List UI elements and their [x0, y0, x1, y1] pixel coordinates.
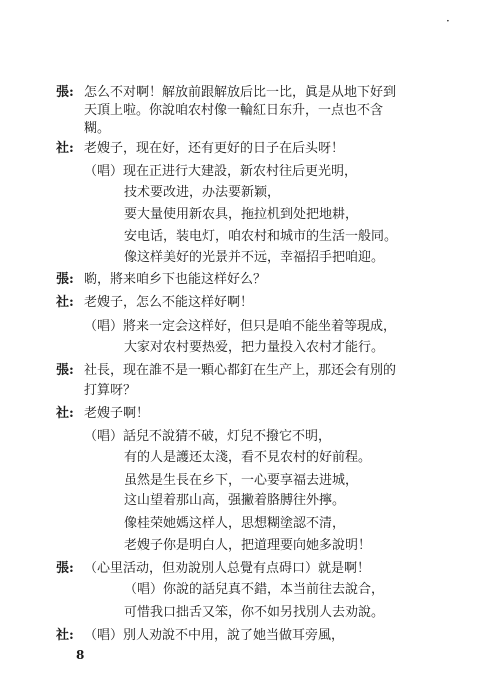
dialogue-line [0, 447, 480, 469]
line-text: 技术要改进，办法要新颖， [124, 185, 281, 200]
dialogue-line [0, 470, 480, 492]
line-text: 打算呀？ [84, 383, 137, 398]
dialogue-line [0, 513, 480, 535]
speaker-label: 張: [56, 561, 74, 576]
dialogue-line [0, 579, 480, 601]
dialogue-line [0, 337, 480, 359]
line-text: 虽然是生長在乡下，一心要享福去进城， [124, 473, 359, 488]
dialogue-line [0, 182, 480, 204]
speaker-label: 社: [56, 141, 74, 156]
line-text: （唱）现在正进行大建設，新农村往后更光明， [84, 164, 358, 179]
line-text: 喲，將来咱乡下也能这样好么？ [84, 272, 267, 287]
dialogue-line [0, 558, 480, 580]
line-text: （心里活动，但劝說別人总覺有点碍口）就是啊！ [84, 561, 371, 576]
line-text: 怎么不对啊！解放前跟解放后比一比，眞是从地下好到 [84, 85, 397, 100]
line-text: 安电话，装电灯，咱农村和城市的生活一般同。 [124, 229, 398, 244]
dialogue-line [0, 204, 480, 226]
line-text: 可惜我口拙舌又笨，你不如另找別人去劝說。 [124, 605, 385, 620]
dialogue-line [0, 426, 480, 448]
dialogue-line [0, 118, 480, 140]
speaker-label: 社: [56, 628, 74, 643]
line-text: 像这样美好的光景并不远，幸福招手把咱迎。 [124, 250, 385, 265]
dialogue-line [0, 226, 480, 248]
line-text: 老嫂子，现在好，还有更好的日子在后头呀！ [84, 141, 345, 156]
dialogue-line [0, 269, 480, 291]
dialogue-line [0, 316, 480, 338]
line-text: （唱）將来一定会这样好，但只是咱不能坐着等現成， [84, 319, 397, 334]
dialogue-line [0, 380, 480, 402]
corner-mark: · [446, 14, 450, 28]
dialogue-line [0, 625, 480, 647]
line-text: （唱）話兒不說猜不破，灯兒不撥它不明， [84, 429, 332, 444]
line-text: 要大量使用新农具，拖拉机到处把地耕， [124, 207, 359, 222]
line-text: 大家对农村要热爱，把力量投入农村才能行。 [124, 340, 385, 355]
line-text: 糊。 [84, 121, 111, 136]
line-text: 天頂上啦。你說咱农村像一輪紅日东升，一点也不含 [84, 103, 384, 118]
dialogue-line [0, 490, 480, 512]
dialogue-line [0, 247, 480, 269]
speaker-label: 張: [56, 363, 74, 378]
dialogue-line [0, 292, 480, 314]
dialogue-line [0, 360, 480, 382]
speaker-label: 張: [56, 85, 74, 100]
line-text: 像桂荣她媽这样人，思想糊塗認不清， [124, 516, 346, 531]
line-text: 这山望着那山高，强撇着胳膊往外擰。 [124, 493, 346, 508]
page-number: 8 [76, 648, 85, 662]
dialogue-line [0, 535, 480, 557]
speaker-label: 社: [56, 295, 74, 310]
dialogue-line [0, 602, 480, 624]
line-text: 老嫂子啊！ [84, 406, 150, 421]
dialogue-line [0, 138, 480, 160]
line-text: 老嫂子你是明白人，把道理要向她多說明！ [124, 538, 372, 553]
line-text: 有的人是護还太淺，看不見农村的好前程。 [124, 450, 372, 465]
line-text: 社長，现在誰不是一顆心都釘在生产上，那还会有別的 [84, 363, 397, 378]
speaker-label: 張: [56, 272, 74, 287]
speaker-label: 社: [56, 406, 74, 421]
line-text: 老嫂子，怎么不能这样好啊！ [84, 295, 254, 310]
line-text: （唱）你說的話兒真不錯，本当前往去說合， [124, 582, 385, 597]
dialogue-line [0, 161, 480, 183]
dialogue-line [0, 403, 480, 425]
line-text: （唱）別人劝說不中用，說了她当做耳旁風， [84, 628, 345, 643]
